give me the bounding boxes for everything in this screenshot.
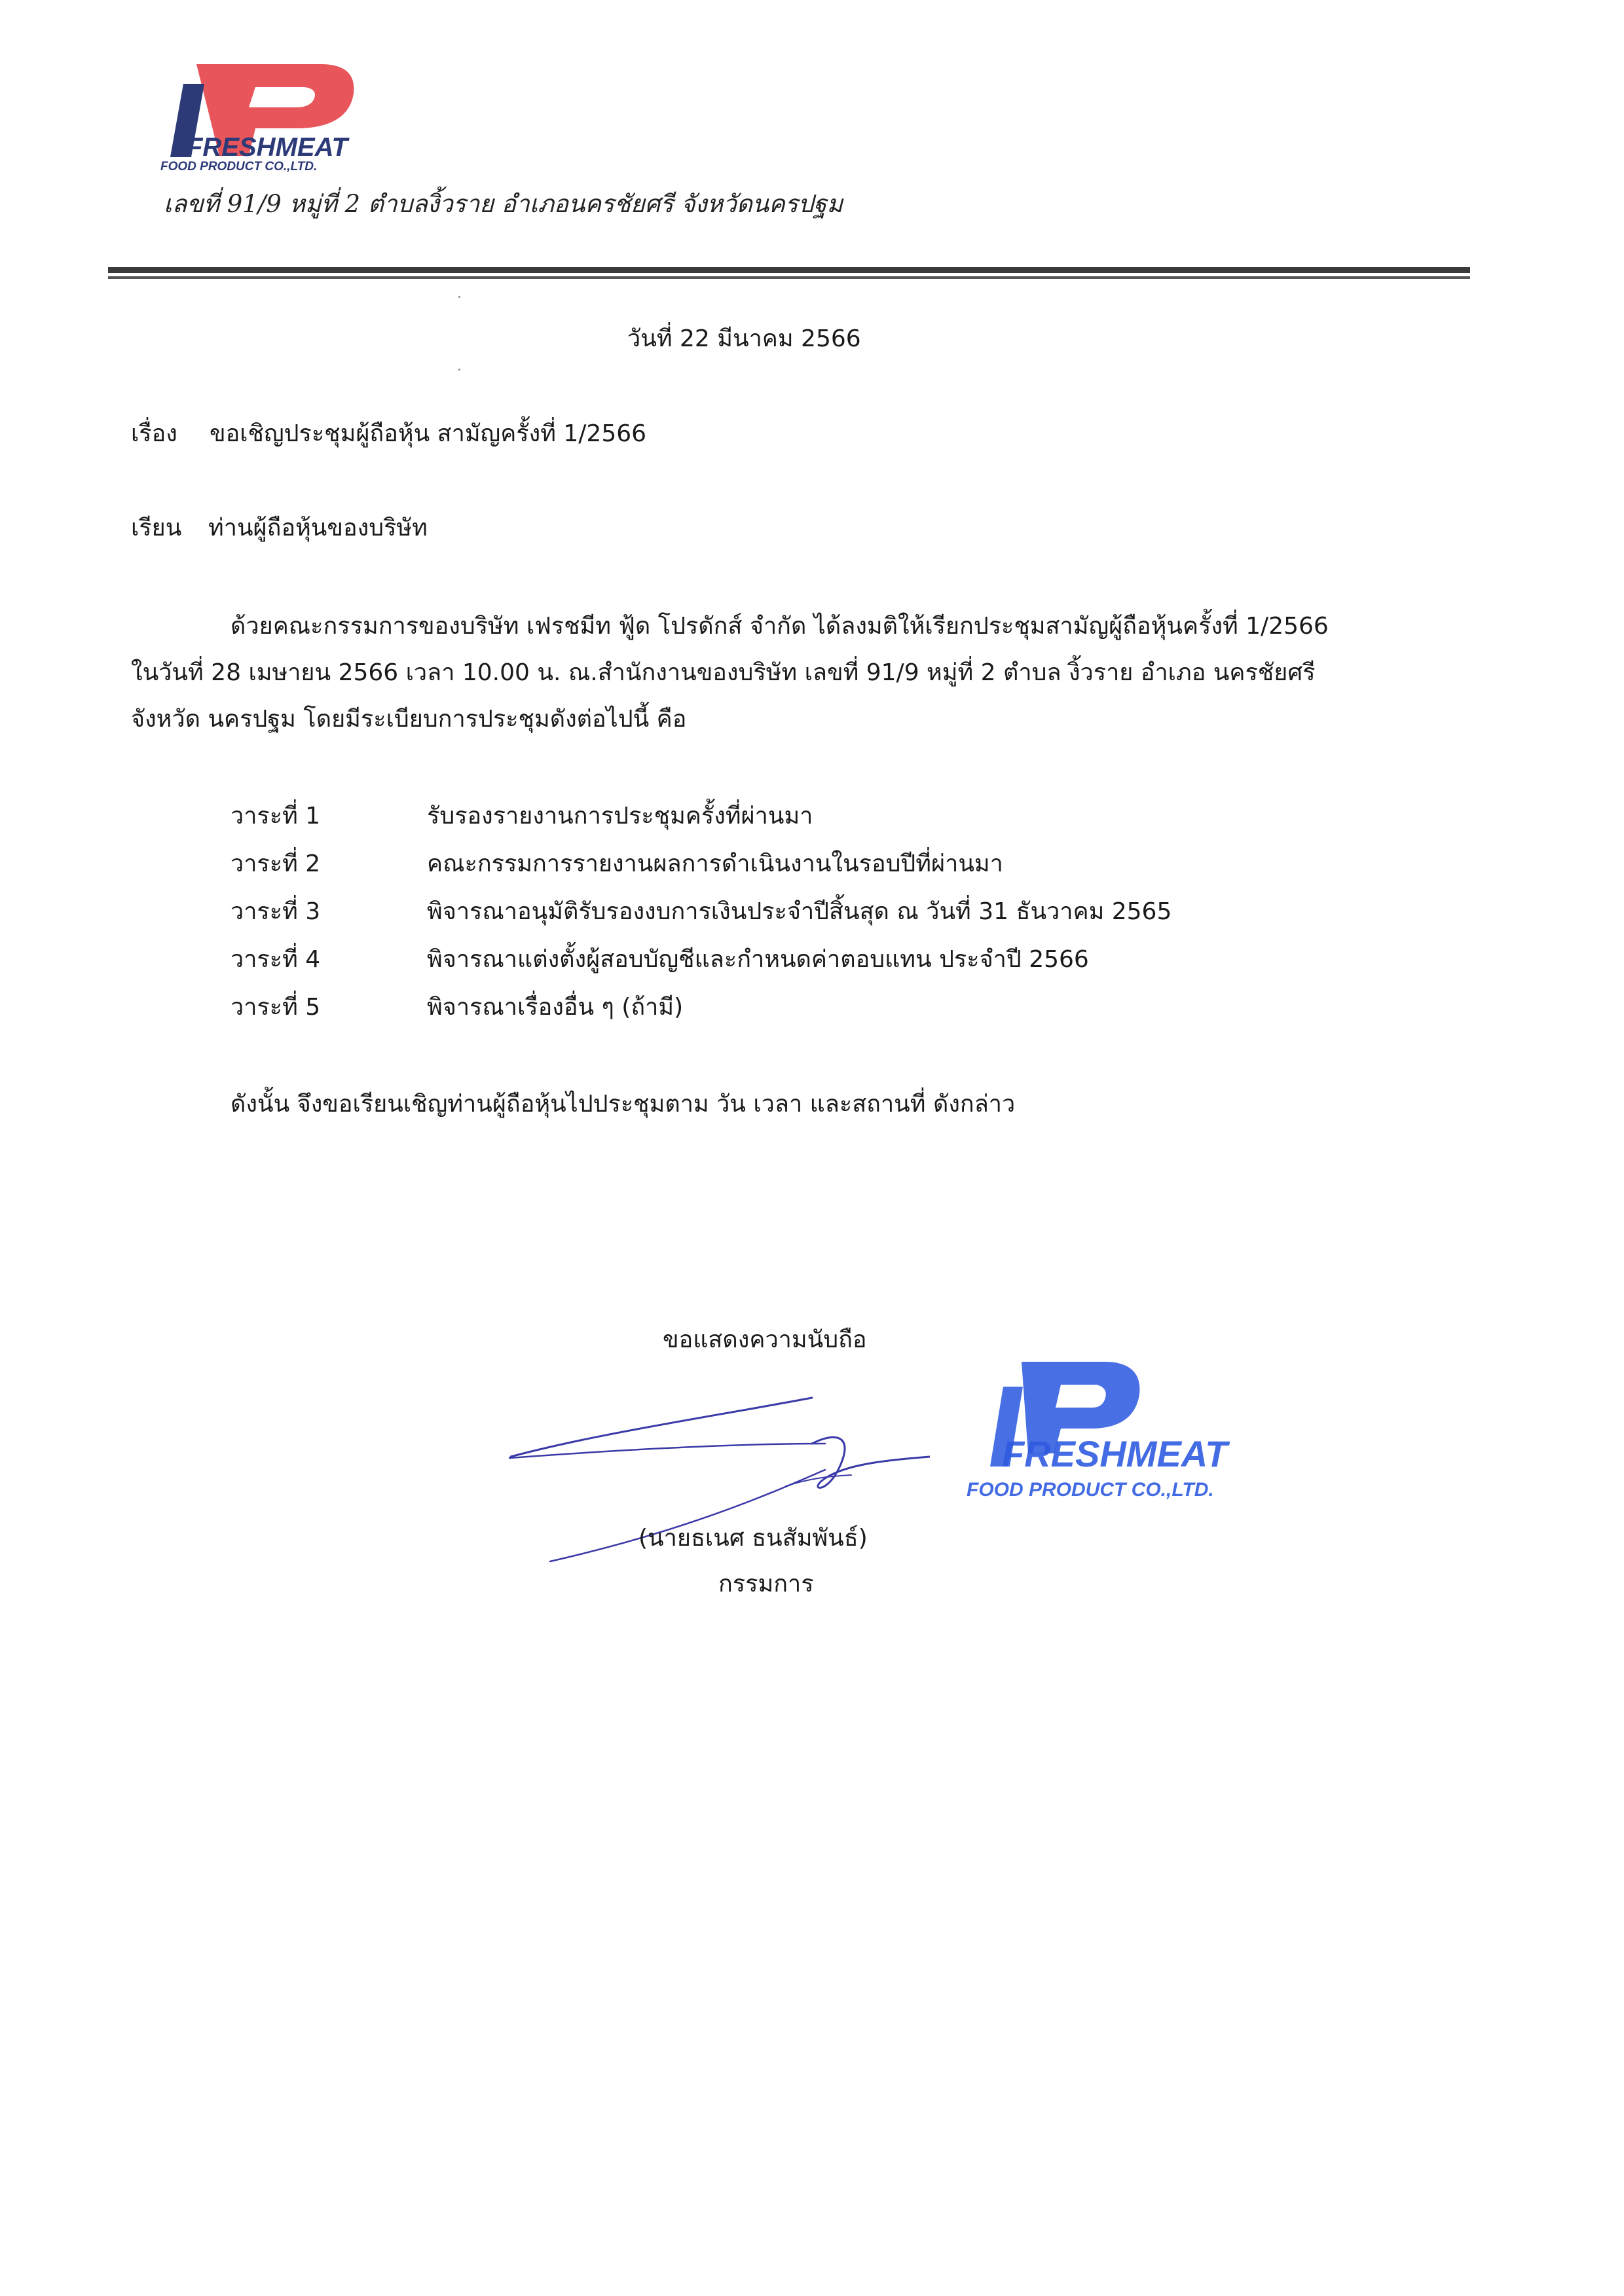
agenda-item-label: วาระที่ 3	[231, 898, 321, 925]
agenda-item-text: พิจารณาแต่งตั้งผู้สอบบัญชีและกำหนดค่าตอบแทน ประจำปี 2566	[427, 946, 1089, 973]
letter-date: วันที่ 22 มีนาคม 2566	[627, 325, 861, 352]
company-address: เลขที่ 91/9 หมู่ที่ 2 ตำบลงิ้วราย อำเภอนครชัยศรี จังหวัดนครปฐม	[164, 190, 843, 218]
logo-brand-text: FRESHMEAT	[187, 133, 348, 162]
agenda-item-text: รับรองรายงานการประชุมครั้งที่ผ่านมา	[427, 803, 813, 829]
agenda-item-text: พิจารณาอนุมัติรับรองงบการเงินประจำปีสิ้นสุด ณ วันที่ 31 ธันวาคม 2565	[427, 898, 1172, 925]
body-line: จังหวัด นครปฐม โดยมีระเบียบการประชุมดังต่อไปนี้ คือ	[131, 706, 687, 733]
stamp-sub-text: FOOD PRODUCT CO.,LTD.	[967, 1479, 1214, 1501]
logo-p-counter	[249, 87, 315, 107]
company-logo	[157, 58, 458, 189]
agenda-item-text: พิจารณาเรื่องอื่น ๆ (ถ้ามี)	[427, 994, 684, 1021]
logo-sub-text: FOOD PRODUCT CO.,LTD.	[160, 160, 318, 173]
company-stamp	[963, 1355, 1303, 1512]
stamp-logo	[963, 1355, 1303, 1512]
body-line: ด้วยคณะกรรมการของบริษัท เฟรชมีท ฟู้ด โปรดักส์ จำกัด ได้ลงมติให้เรียกประชุมสามัญผู้ถือหุ้นครั้งที่ 1/2566	[231, 613, 1329, 640]
subject-label: เรื่อง	[131, 420, 177, 447]
body-line: ในวันที่ 28 เมษายน 2566 เวลา 10.00 น. ณ.สำนักงานของบริษัท เลขที่ 91/9 หมู่ที่ 2 ตำบล งิ้วราย อำเภอ นครชัยศรี	[131, 659, 1316, 686]
header-rule-thick	[108, 267, 1470, 273]
agenda-item-label: วาระที่ 5	[231, 994, 321, 1021]
agenda-item-text: คณะกรรมการรายงานผลการดำเนินงานในรอบปีที่ผ่านมา	[427, 850, 1003, 877]
scan-speck	[458, 369, 460, 371]
subject-text: ขอเชิญประชุมผู้ถือหุ้น สามัญครั้งที่ 1/2566	[210, 420, 647, 447]
closing-line: ดังนั้น จึงขอเรียนเชิญท่านผู้ถือหุ้นไปประชุมตาม วัน เวลา และสถานที่ ดังกล่าว	[231, 1091, 1016, 1118]
freshmeat-logo-mark	[157, 58, 458, 189]
recipient-label: เรียน	[131, 515, 182, 541]
stamp-p-counter	[1056, 1385, 1106, 1408]
signer-name: (นายธเนศ ธนสัมพันธ์)	[638, 1525, 868, 1552]
recipient-text: ท่านผู้ถือหุ้นของบริษัท	[208, 515, 428, 541]
signer-position: กรรมการ	[718, 1571, 814, 1597]
header-rule-thin	[108, 276, 1470, 279]
agenda-item-label: วาระที่ 4	[231, 946, 321, 973]
agenda-item-label: วาระที่ 2	[231, 850, 321, 877]
regards-line: ขอแสดงความนับถือ	[663, 1326, 867, 1353]
stamp-brand-text: FRESHMEAT	[1002, 1433, 1228, 1474]
scan-speck	[458, 296, 460, 298]
agenda-item-label: วาระที่ 1	[231, 803, 321, 829]
